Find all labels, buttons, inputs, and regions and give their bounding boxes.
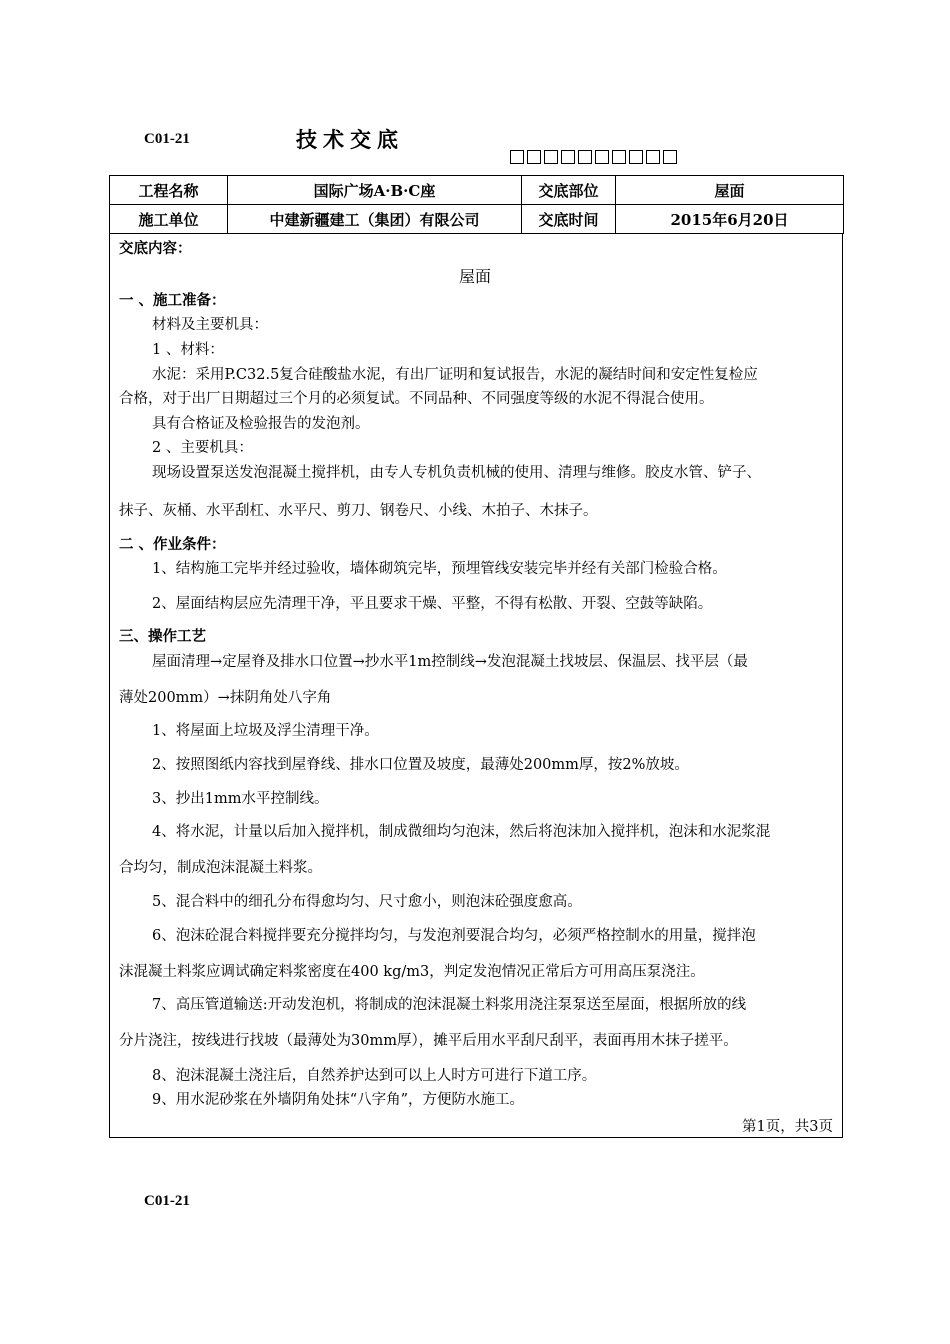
label-construction-unit: 施工单位 bbox=[110, 205, 228, 234]
placeholder-box bbox=[510, 150, 524, 164]
content-line: 抹子、灰桶、水平刮杠、水平尺、剪刀、钢卷尺、小线、木拍子、木抹子。 bbox=[119, 503, 598, 519]
info-row-unit bbox=[110, 205, 844, 234]
label-disclosure-time: 交底时间 bbox=[522, 205, 616, 234]
placeholder-box bbox=[561, 150, 575, 164]
placeholder-box bbox=[663, 150, 677, 164]
content-line: 3、抄出1mm水平控制线。 bbox=[152, 791, 329, 807]
content-label: 交底内容： bbox=[119, 240, 192, 257]
content-line: 2、屋面结构层应先清理干净，平且要求干燥、平整，不得有松散、开裂、空鼓等缺陷。 bbox=[152, 596, 713, 612]
placeholder-box bbox=[612, 150, 626, 164]
placeholder-box bbox=[578, 150, 592, 164]
section-title: 屋面 bbox=[458, 267, 491, 286]
content-line: 沫混凝土料浆应调试确定料浆密度在400 kg/m3，判定发泡情况正常后方可用高压泵浇注。 bbox=[119, 964, 705, 980]
content-line: 2、按照图纸内容找到屋脊线、排水口位置及坡度，最薄处200mm厚，按2%放坡。 bbox=[152, 757, 689, 773]
info-row-project bbox=[110, 176, 844, 205]
content-line: 分片浇注，按线进行找坡（最薄处为30mm厚），摊平后用水平刮尺刮平，表面再用木抹子搓平。 bbox=[119, 1033, 738, 1049]
content-line: 9、用水泥砂浆在外墙阴角处抹“八字角”，方便防水施工。 bbox=[152, 1092, 525, 1108]
content-line: 1、将屋面上垃圾及浮尘清理干净。 bbox=[152, 723, 379, 739]
content-line: 5、混合料中的细孔分布得愈均匀、尺寸愈小，则泡沫砼强度愈高。 bbox=[152, 894, 582, 910]
content-line: 2 、主要机具： bbox=[152, 440, 253, 456]
value-project-name: 国际广场A·B·C座 bbox=[228, 176, 522, 205]
content-line: 水泥：采用P.C32.5复合硅酸盐水泥，有出厂证明和复试报告，水泥的凝结时间和安定性复检应 bbox=[152, 367, 758, 383]
placeholder-box bbox=[544, 150, 558, 164]
placeholder-box bbox=[595, 150, 609, 164]
label-disclosure-part: 交底部位 bbox=[522, 176, 616, 205]
content-line: 1 、材料： bbox=[152, 342, 224, 358]
value-disclosure-time: 2015年6月20日 bbox=[616, 205, 844, 234]
content-line: 具有合格证及检验报告的发泡剂。 bbox=[152, 416, 370, 432]
placeholder-box bbox=[646, 150, 660, 164]
content-line: 4、将水泥，计量以后加入搅拌机，制成微细均匀泡沫，然后将泡沫加入搅拌机，泡沫和水泥浆混 bbox=[152, 824, 771, 840]
info-table bbox=[109, 175, 844, 234]
heading-operation-process: 三、操作工艺 bbox=[119, 628, 206, 645]
footer-code: C01-21 bbox=[144, 1193, 190, 1209]
heading-work-conditions: 二 、作业条件： bbox=[119, 536, 226, 553]
placeholder-box bbox=[629, 150, 643, 164]
content-line: 屋面清理→定屋脊及排水口位置→抄水平1m控制线→发泡混凝土找坡层、保温层、找平层（最 bbox=[152, 654, 748, 670]
content-line: 6、泡沫砼混合料搅拌要充分搅拌均匀，与发泡剂要混合均匀，必须严格控制水的用量，搅拌泡 bbox=[152, 928, 756, 944]
document-title: 技术交底 bbox=[296, 127, 404, 152]
page-indicator: 第1页，共3页 bbox=[742, 1119, 833, 1135]
content-line: 7、高压管道输送:开动发泡机，将制成的泡沫混凝土料浆用浇注泵泵送至屋面，根据所放的线 bbox=[152, 997, 747, 1013]
content-line: 材料及主要机具： bbox=[152, 317, 268, 333]
value-disclosure-part: 屋面 bbox=[616, 176, 844, 205]
document-code: C01-21 bbox=[144, 131, 190, 147]
content-line: 现场设置泵送发泡混凝土搅拌机，由专人专机负责机械的使用、清理与维修。胶皮水管、铲子、 bbox=[152, 465, 761, 481]
value-construction-unit: 中建新疆建工（集团）有限公司 bbox=[228, 205, 522, 234]
placeholder-box bbox=[527, 150, 541, 164]
heading-preparation: 一 、施工准备： bbox=[119, 292, 226, 309]
content-line: 1、结构施工完毕并经过验收，墙体砌筑完毕，预埋管线安装完毕并经有关部门检验合格。 bbox=[152, 561, 727, 577]
placeholder-boxes bbox=[510, 150, 677, 164]
content-line: 薄处200mm）→抹阴角处八字角 bbox=[119, 690, 332, 706]
content-line: 合均匀，制成泡沫混凝土料浆。 bbox=[119, 860, 322, 876]
content-line: 8、泡沫混凝土浇注后，自然养护达到可以上人时方可进行下道工序。 bbox=[152, 1068, 597, 1084]
label-project-name: 工程名称 bbox=[110, 176, 228, 205]
content-line: 合格，对于出厂日期超过三个月的必须复试。不同品种、不同强度等级的水泥不得混合使用。 bbox=[119, 391, 714, 407]
